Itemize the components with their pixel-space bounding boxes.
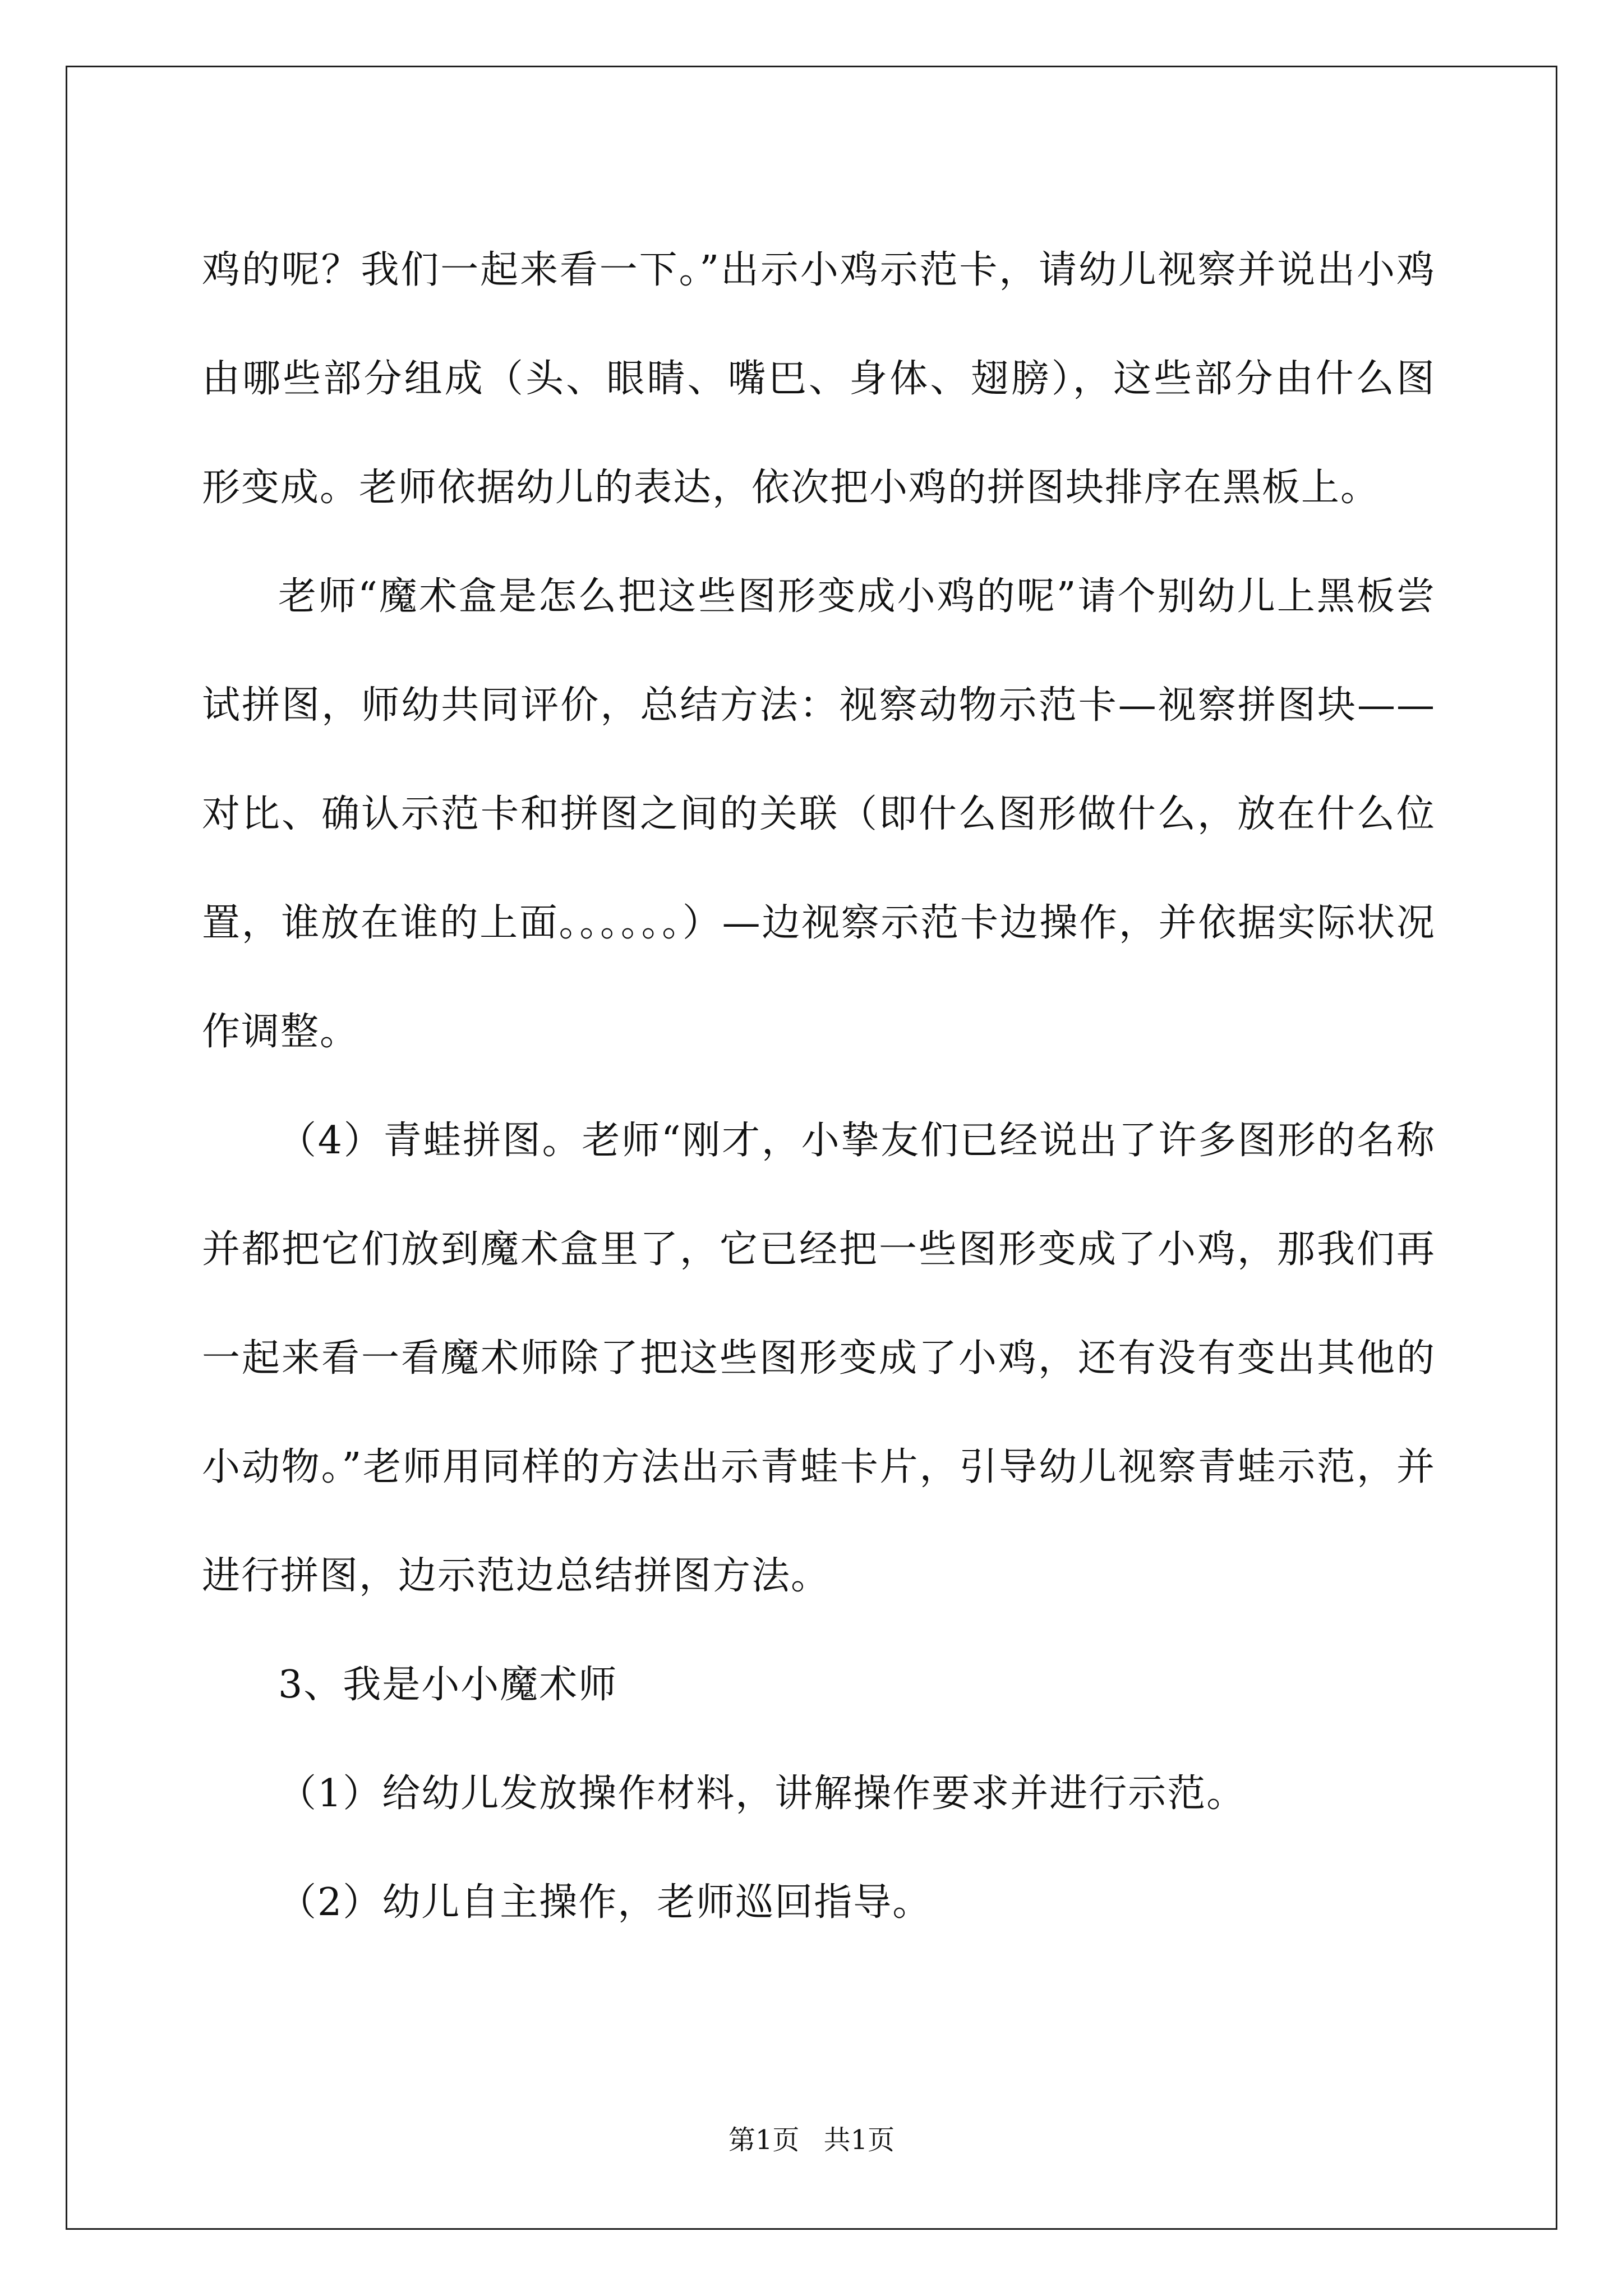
page-total: 共1页 [823, 2124, 895, 2156]
section-heading: 3、我是小小魔术师 [278, 1663, 618, 1707]
document-body [202, 216, 1436, 1957]
paragraph-continuation: 鸡的呢？我们一起来看一下。”出示小鸡示范卡，请幼儿视察并说出小鸡由哪些部分组成（头、眼睛、嘴巴、身体、翅膀），这些部分由什么图形变成。老师依据幼儿的表达，依次把小鸡的拼图块排序在黑板上。 [202, 248, 1436, 510]
paragraph-magic-box: 老师“魔术盒是怎么把这些图形变成小鸡的呢”请个别幼儿上黑板尝试拼图，师幼共同评价，总结方法：视察动物示范卡—视察拼图块——对比、确认示范卡和拼图之间的关联（即什么图形做什么，放在什么位置，谁放在谁的上面。。。。。。）—边视察示范卡边操作，并依据实际状况作调整。 [202, 574, 1436, 1054]
page-number: 第1页 [728, 2124, 800, 2156]
page-footer [0, 2123, 1623, 2157]
paragraph-step-2: （2）幼儿自主操作，老师巡回指导。 [278, 1880, 932, 1925]
paragraph-step-1: （1）给幼儿发放操作材料，讲解操作要求并进行示范。 [278, 1772, 1246, 1816]
paragraph-frog-puzzle: （4）青蛙拼图。老师“刚才，小挚友们已经说出了许多图形的名称并都把它们放到魔术盒里了，它已经把一些图形变成了小鸡，那我们再一起来看一看魔术师除了把这些图形变成了小鸡，还有没有变出其他的小动物。”老师用同样的方法出示青蛙卡片，引导幼儿视察青蛙示范，并进行拼图，边示范边总结拼图方法。 [202, 1119, 1436, 1598]
